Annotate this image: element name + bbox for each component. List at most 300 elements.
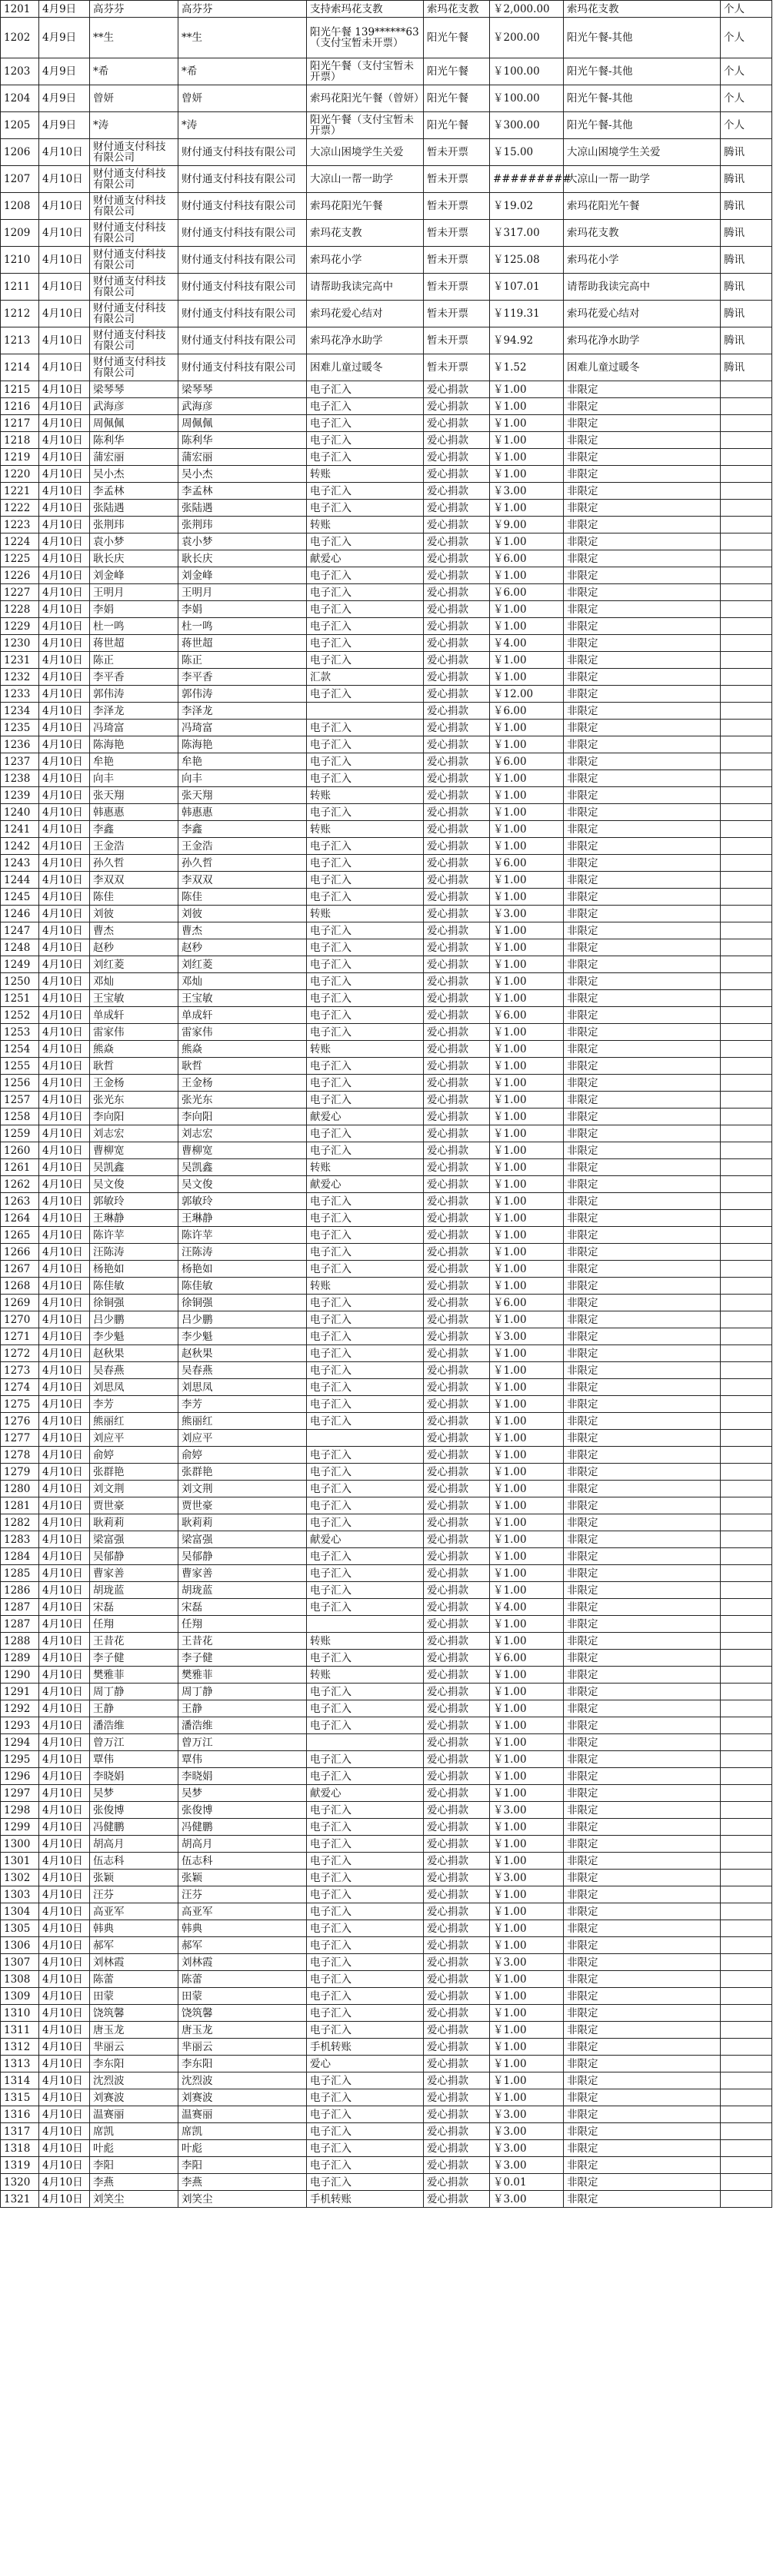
remark-cell: 转账 [307,821,424,838]
payer-name-cell: 王金杨 [178,1075,307,1092]
donor-name-cell: 邓灿 [90,973,178,990]
donor-name-cell: 李燕 [90,2174,178,2191]
project-cell: 非限定 [564,1870,721,1886]
table-row [1,1430,772,1447]
date-cell: 4月10日 [39,1109,90,1125]
donor-type-cell [721,1988,772,2005]
remark-cell: 电子汇入 [307,939,424,956]
project-cell: 非限定 [564,1345,721,1362]
row-number-cell: 1223 [1,517,39,533]
date-cell: 4月10日 [39,1007,90,1024]
donor-name-cell: 吴小杰 [90,466,178,483]
row-number-cell: 1294 [1,1734,39,1751]
payer-name-cell: 赵秒 [178,939,307,956]
remark-cell: 电子汇入 [307,1751,424,1768]
category-cell: 爱心捐款 [424,990,490,1007]
donor-name-cell: 张陆遇 [90,500,178,517]
remark-cell: 电子汇入 [307,1700,424,1717]
project-cell: 非限定 [564,956,721,973]
amount-cell: ￥1.00 [490,415,564,432]
date-cell: 4月10日 [39,1227,90,1244]
category-cell: 爱心捐款 [424,1700,490,1717]
donor-name-cell: 王琳静 [90,1210,178,1227]
amount-cell: ￥1.00 [490,500,564,517]
donor-name-cell: **生 [90,18,178,58]
table-row [1,1785,772,1802]
amount-cell: ￥1.00 [490,1988,564,2005]
donor-type-cell [721,2022,772,2039]
amount-cell: ￥3.00 [490,1954,564,1971]
row-number-cell: 1224 [1,533,39,550]
date-cell: 4月10日 [39,922,90,939]
donor-type-cell [721,1768,772,1785]
table-row [1,889,772,906]
remark-cell: 电子汇入 [307,1362,424,1379]
remark-cell: 电子汇入 [307,1717,424,1734]
amount-cell: ￥125.08 [490,247,564,274]
row-number-cell: 1222 [1,500,39,517]
row-number-cell: 1234 [1,703,39,720]
amount-cell: ￥4.00 [490,635,564,652]
donor-name-cell: 袁小梦 [90,533,178,550]
project-cell: 非限定 [564,1430,721,1447]
donor-type-cell: 腾讯 [721,354,772,381]
table-row [1,1227,772,1244]
donor-type-cell [721,1565,772,1582]
donor-name-cell: 张光东 [90,1092,178,1109]
table-row [1,1075,772,1092]
amount-cell: ￥1.00 [490,1548,564,1565]
project-cell: 非限定 [564,1514,721,1531]
table-row [1,652,772,669]
remark-cell: 电子汇入 [307,1836,424,1853]
table-row [1,1819,772,1836]
payer-name-cell: 蒋世超 [178,635,307,652]
table-row [1,1210,772,1227]
payer-name-cell: 郭伟涛 [178,686,307,703]
table-row [1,483,772,500]
payer-name-cell: 李孟林 [178,483,307,500]
project-cell: 困难儿童过暖冬 [564,354,721,381]
payer-name-cell: 曹杰 [178,922,307,939]
amount-cell: ￥6.00 [490,1007,564,1024]
project-cell: 非限定 [564,939,721,956]
date-cell: 4月9日 [39,58,90,85]
row-number-cell: 1226 [1,567,39,584]
donor-name-cell: 曾妍 [90,85,178,112]
date-cell: 4月10日 [39,193,90,220]
amount-cell: ￥1.00 [490,2056,564,2072]
row-number-cell: 1242 [1,838,39,855]
project-cell: 非限定 [564,838,721,855]
table-row [1,956,772,973]
row-number-cell: 1308 [1,1971,39,1988]
donor-name-cell: 汪陈涛 [90,1244,178,1261]
donor-name-cell: 刘思凤 [90,1379,178,1396]
date-cell: 4月10日 [39,1565,90,1582]
donor-type-cell [721,1616,772,1633]
table-row [1,1244,772,1261]
payer-name-cell: 王昔花 [178,1633,307,1650]
donor-type-cell [721,1345,772,1362]
remark-cell: 阳光午餐 139******63（支付宝暂未开票） [307,18,424,58]
remark-cell: 支持索玛花支教 [307,1,424,18]
payer-name-cell: 芈丽云 [178,2039,307,2056]
donor-name-cell: 熊丽红 [90,1413,178,1430]
remark-cell: 电子汇入 [307,1870,424,1886]
date-cell: 4月10日 [39,1937,90,1954]
project-cell: 非限定 [564,736,721,753]
amount-cell: ￥1.00 [490,1244,564,1261]
payer-name-cell: 王金浩 [178,838,307,855]
donor-type-cell [721,906,772,922]
project-cell: 非限定 [564,1836,721,1853]
remark-cell: 电子汇入 [307,1971,424,1988]
table-row [1,1751,772,1768]
payer-name-cell: 财付通支付科技有限公司 [178,220,307,247]
row-number-cell: 1319 [1,2157,39,2174]
payer-name-cell: 席凯 [178,2123,307,2140]
amount-cell: ￥1.00 [490,432,564,449]
payer-name-cell: 王宝敏 [178,990,307,1007]
table-row [1,2191,772,2208]
donor-name-cell: 郝军 [90,1937,178,1954]
payer-name-cell: 李东阳 [178,2056,307,2072]
donor-name-cell: 雷家伟 [90,1024,178,1041]
category-cell: 爱心捐款 [424,855,490,872]
amount-cell: ￥1.00 [490,1734,564,1751]
remark-cell: 电子汇入 [307,1024,424,1041]
donor-type-cell [721,1870,772,1886]
category-cell: 爱心捐款 [424,1582,490,1599]
remark-cell: 电子汇入 [307,652,424,669]
date-cell: 4月10日 [39,1717,90,1734]
remark-cell: 电子汇入 [307,889,424,906]
donor-type-cell [721,1227,772,1244]
remark-cell: 电子汇入 [307,686,424,703]
donor-type-cell [721,1041,772,1058]
payer-name-cell: 周丁静 [178,1684,307,1700]
project-cell: 非限定 [564,686,721,703]
category-cell: 暂未开票 [424,327,490,354]
row-number-cell: 1282 [1,1514,39,1531]
category-cell: 爱心捐款 [424,1836,490,1853]
category-cell: 爱心捐款 [424,1278,490,1295]
payer-name-cell: 陈许苹 [178,1227,307,1244]
row-number-cell: 1280 [1,1481,39,1497]
project-cell: 非限定 [564,381,721,398]
donor-type-cell [721,618,772,635]
category-cell: 爱心捐款 [424,2072,490,2089]
row-number-cell: 1216 [1,398,39,415]
amount-cell: ￥1.00 [490,398,564,415]
category-cell: 爱心捐款 [424,1684,490,1700]
payer-name-cell: 张陆遇 [178,500,307,517]
category-cell: 爱心捐款 [424,1413,490,1430]
payer-name-cell: 向丰 [178,770,307,787]
table-row [1,354,772,381]
table-row [1,1988,772,2005]
donor-type-cell [721,855,772,872]
date-cell: 4月10日 [39,1988,90,2005]
donor-type-cell [721,872,772,889]
project-cell: 非限定 [564,415,721,432]
date-cell: 4月10日 [39,1599,90,1616]
donor-type-cell [721,466,772,483]
amount-cell: ￥1.00 [490,1176,564,1193]
table-row [1,1802,772,1819]
donor-name-cell: 温赛丽 [90,2106,178,2123]
amount-cell: ￥1.00 [490,2072,564,2089]
project-cell: 非限定 [564,1853,721,1870]
payer-name-cell: 财付通支付科技有限公司 [178,354,307,381]
row-number-cell: 1266 [1,1244,39,1261]
date-cell: 4月10日 [39,2039,90,2056]
remark-cell: 转账 [307,906,424,922]
donor-type-cell [721,601,772,618]
category-cell: 阳光午餐 [424,58,490,85]
project-cell: 非限定 [564,1295,721,1311]
remark-cell: 索玛花阳光午餐 [307,193,424,220]
category-cell: 爱心捐款 [424,618,490,635]
row-number-cell: 1231 [1,652,39,669]
donor-name-cell: 张俊博 [90,1802,178,1819]
remark-cell: 电子汇入 [307,381,424,398]
amount-cell: ￥1.00 [490,1159,564,1176]
project-cell: 非限定 [564,584,721,601]
table-row [1,381,772,398]
row-number-cell: 1288 [1,1633,39,1650]
donor-type-cell [721,2106,772,2123]
category-cell: 爱心捐款 [424,1362,490,1379]
date-cell: 4月10日 [39,381,90,398]
remark-cell: 电子汇入 [307,601,424,618]
donor-name-cell: 刘红菱 [90,956,178,973]
payer-name-cell: 韩典 [178,1920,307,1937]
payer-name-cell: 贾世豪 [178,1497,307,1514]
payer-name-cell: 梁琴琴 [178,381,307,398]
donor-name-cell: *希 [90,58,178,85]
row-number-cell: 1284 [1,1548,39,1565]
table-row [1,166,772,193]
project-cell: 非限定 [564,990,721,1007]
payer-name-cell: 胡珑蓝 [178,1582,307,1599]
amount-cell: ￥19.02 [490,193,564,220]
category-cell: 爱心捐款 [424,1210,490,1227]
donor-name-cell: 李泽龙 [90,703,178,720]
remark-cell: 电子汇入 [307,1954,424,1971]
remark-cell: 电子汇入 [307,1802,424,1819]
donor-name-cell: 王宝敏 [90,990,178,1007]
project-cell: 非限定 [564,1092,721,1109]
donor-name-cell: 李东阳 [90,2056,178,2072]
donor-type-cell [721,1092,772,1109]
project-cell: 索玛花净水助学 [564,327,721,354]
remark-cell: 电子汇入 [307,415,424,432]
table-row [1,736,772,753]
donor-type-cell [721,939,772,956]
row-number-cell: 1249 [1,956,39,973]
payer-name-cell: 熊丽红 [178,1413,307,1430]
payer-name-cell: 李鑫 [178,821,307,838]
project-cell: 非限定 [564,2106,721,2123]
amount-cell: ￥200.00 [490,18,564,58]
project-cell: 非限定 [564,652,721,669]
amount-cell: ￥1.00 [490,567,564,584]
remark-cell: 电子汇入 [307,872,424,889]
table-row [1,415,772,432]
project-cell: 非限定 [564,618,721,635]
date-cell: 4月10日 [39,1734,90,1751]
amount-cell: ￥1.00 [490,804,564,821]
date-cell: 4月10日 [39,1362,90,1379]
date-cell: 4月10日 [39,1497,90,1514]
category-cell: 爱心捐款 [424,1447,490,1464]
date-cell: 4月10日 [39,2191,90,2208]
donor-name-cell: 杜一鸣 [90,618,178,635]
category-cell: 爱心捐款 [424,449,490,466]
date-cell: 4月10日 [39,301,90,327]
date-cell: 4月10日 [39,973,90,990]
amount-cell: ￥1.00 [490,1193,564,1210]
category-cell: 爱心捐款 [424,1920,490,1937]
table-row [1,139,772,166]
donor-name-cell: 耿莉莉 [90,1514,178,1531]
project-cell: 非限定 [564,1261,721,1278]
date-cell: 4月10日 [39,1261,90,1278]
donor-type-cell [721,2089,772,2106]
row-number-cell: 1314 [1,2072,39,2089]
category-cell: 暂未开票 [424,220,490,247]
category-cell: 爱心捐款 [424,398,490,415]
amount-cell: ￥1.00 [490,2039,564,2056]
category-cell: 爱心捐款 [424,1109,490,1125]
payer-name-cell: 李双双 [178,872,307,889]
project-cell: 非限定 [564,973,721,990]
table-row [1,1633,772,1650]
amount-cell: ￥6.00 [490,550,564,567]
category-cell: 爱心捐款 [424,432,490,449]
date-cell: 4月10日 [39,855,90,872]
row-number-cell: 1211 [1,274,39,301]
remark-cell: 电子汇入 [307,1650,424,1667]
amount-cell: ￥1.00 [490,821,564,838]
row-number-cell: 1292 [1,1700,39,1717]
donor-type-cell [721,669,772,686]
payer-name-cell: 李平香 [178,669,307,686]
category-cell: 爱心捐款 [424,804,490,821]
donor-type-cell [721,804,772,821]
donor-name-cell: 吴春燕 [90,1362,178,1379]
amount-cell: ￥3.00 [490,2191,564,2208]
donor-type-cell [721,1717,772,1734]
row-number-cell: 1217 [1,415,39,432]
project-cell: 非限定 [564,2022,721,2039]
donor-name-cell: 陈蕾 [90,1971,178,1988]
remark-cell: 转账 [307,466,424,483]
table-row [1,1295,772,1311]
donor-type-cell [721,1261,772,1278]
amount-cell: ￥9.00 [490,517,564,533]
amount-cell: ￥1.00 [490,1836,564,1853]
remark-cell: 电子汇入 [307,922,424,939]
donor-name-cell: 郭伟涛 [90,686,178,703]
donor-type-cell [721,889,772,906]
remark-cell: 索玛花爱心结对 [307,301,424,327]
project-cell: 非限定 [564,906,721,922]
donor-name-cell: 王静 [90,1700,178,1717]
date-cell: 4月10日 [39,1176,90,1193]
row-number-cell: 1279 [1,1464,39,1481]
donor-type-cell [721,2140,772,2157]
table-row [1,1041,772,1058]
donor-type-cell [721,1920,772,1937]
payer-name-cell: 徐铜强 [178,1295,307,1311]
donor-type-cell [721,753,772,770]
project-cell: 非限定 [564,2174,721,2191]
donor-type-cell: 个人 [721,112,772,139]
remark-cell: 电子汇入 [307,956,424,973]
amount-cell: ￥1.00 [490,770,564,787]
category-cell: 爱心捐款 [424,1464,490,1481]
table-row [1,872,772,889]
amount-cell: ￥3.00 [490,906,564,922]
date-cell: 4月10日 [39,1210,90,1227]
date-cell: 4月10日 [39,1092,90,1109]
payer-name-cell: 郝军 [178,1937,307,1954]
category-cell: 爱心捐款 [424,1159,490,1176]
amount-cell: ￥1.00 [490,1920,564,1937]
donor-name-cell: 向丰 [90,770,178,787]
remark-cell: 电子汇入 [307,1227,424,1244]
project-cell: 索玛花小学 [564,247,721,274]
category-cell: 爱心捐款 [424,2174,490,2191]
table-row [1,703,772,720]
table-row [1,274,772,301]
row-number-cell: 1228 [1,601,39,618]
donor-name-cell: 吴凯鑫 [90,1159,178,1176]
category-cell: 爱心捐款 [424,652,490,669]
donor-name-cell: 单成轩 [90,1007,178,1024]
row-number-cell: 1208 [1,193,39,220]
category-cell: 爱心捐款 [424,1075,490,1092]
project-cell: 索玛花支教 [564,1,721,18]
donor-type-cell [721,2005,772,2022]
date-cell: 4月10日 [39,2106,90,2123]
category-cell: 爱心捐款 [424,1092,490,1109]
project-cell: 非限定 [564,720,721,736]
date-cell: 4月10日 [39,1633,90,1650]
row-number-cell: 1285 [1,1565,39,1582]
row-number-cell: 1206 [1,139,39,166]
remark-cell: 电子汇入 [307,1193,424,1210]
donor-name-cell: 王明月 [90,584,178,601]
date-cell: 4月10日 [39,939,90,956]
category-cell: 爱心捐款 [424,872,490,889]
amount-cell: ￥1.00 [490,1667,564,1684]
amount-cell: ￥15.00 [490,139,564,166]
category-cell: 爱心捐款 [424,1058,490,1075]
project-cell: 非限定 [564,466,721,483]
category-cell: 爱心捐款 [424,533,490,550]
category-cell: 爱心捐款 [424,1345,490,1362]
donor-type-cell [721,1971,772,1988]
remark-cell: 索玛花支教 [307,220,424,247]
payer-name-cell: 王静 [178,1700,307,1717]
donor-name-cell: 武海彦 [90,398,178,415]
category-cell: 爱心捐款 [424,889,490,906]
remark-cell: 转账 [307,1667,424,1684]
